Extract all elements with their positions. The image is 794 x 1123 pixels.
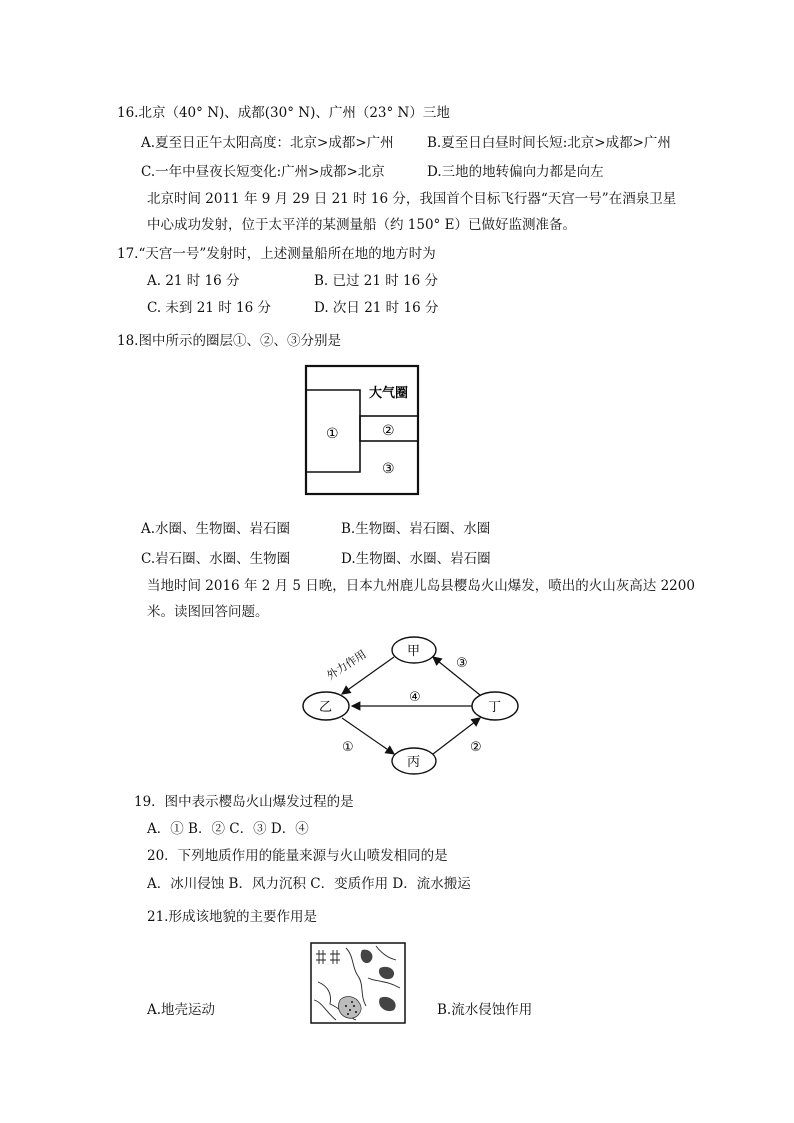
layer-3-label: ③ [382,461,395,477]
q17-option-d: D. 次日 21 时 16 分 [314,300,439,316]
node-bing-label: 丙 [407,755,421,770]
layer-1-label: ① [326,426,339,442]
q16-option-b: B.夏至日白昼时间长短:北京>成都>广州 [427,135,671,151]
arrow-label-3: ③ [456,656,468,671]
layer-2-label: ② [382,423,395,439]
atmosphere-label: 大气圈 [369,386,409,401]
q18-option-d: D.生物圈、水圈、岩石圈 [341,551,491,567]
arrow-label-2: ② [470,740,482,755]
q16-option-a: A.夏至日正午太阳高度：北京>成都>广州 [141,135,394,151]
passage2-line1: 当地时间 2016 年 2 月 5 日晚，日本九州鹿儿岛县樱岛火山爆发，喷出的火山灰高达 2200 [147,578,695,594]
q20-stem: 20．下列地质作用的能量来源与火山喷发相同的是 [147,848,448,864]
q16-option-d: D.三地的地转偏向力都是向左 [427,164,604,180]
rock-cycle-diagram [290,625,540,780]
q19-stem: 19．图中表示樱岛火山爆发过程的是 [134,794,354,810]
q21-option-b: B.流水侵蚀作用 [437,1002,533,1018]
q17-option-a: A. 21 时 16 分 [147,273,240,289]
q18-stem: 18.图中所示的圈层①、②、③分别是 [117,333,341,349]
q21-option-a: A.地壳运动 [147,1002,216,1018]
q17-option-b: B. 已过 21 时 16 分 [314,273,439,289]
q19-options: A．① B．② C．③ D．④ [147,821,309,837]
external-force-label: 外力作用 [324,647,369,683]
passage1-line2: 中心成功发射，位于太平洋的某测量船（约 150° E）已做好监测准备。 [147,217,576,233]
q16-option-c: C.一年中昼夜长短变化:广州>成都>北京 [141,164,385,180]
q17-option-c: C. 未到 21 时 16 分 [147,300,271,316]
sphere-layers-diagram [300,360,430,500]
q18-option-b: B.生物圈、岩石圈、水圈 [341,521,491,537]
passage2-line2: 米。读图回答问题。 [147,604,269,620]
node-yi-label: 乙 [319,700,333,715]
q17-stem: 17.“天宫一号”发射时，上述测量船所在地的地方时为 [117,246,436,262]
q18-option-a: A.水圈、生物圈、岩石圈 [141,521,291,537]
arrow-label-4: ④ [409,690,421,705]
q20-options: A．冰川侵蚀 B．风力沉积 C．变质作用 D．流水搬运 [147,876,471,892]
q18-option-c: C.岩石圈、水圈、生物圈 [141,551,291,567]
passage1-line1: 北京时间 2011 年 9 月 29 日 21 时 16 分，我国首个目标飞行器“天宫一号”在酒泉卫星 [147,191,677,207]
node-ding-label: 丁 [488,700,502,715]
q21-stem: 21.形成该地貌的主要作用是 [147,909,317,925]
q16-stem: 16.北京（40° N)、成都(30° N)、广州（23° N）三地 [117,105,450,121]
arrow-label-1: ① [342,740,354,755]
landform-map [310,942,406,1024]
node-jia-label: 甲 [407,644,421,659]
